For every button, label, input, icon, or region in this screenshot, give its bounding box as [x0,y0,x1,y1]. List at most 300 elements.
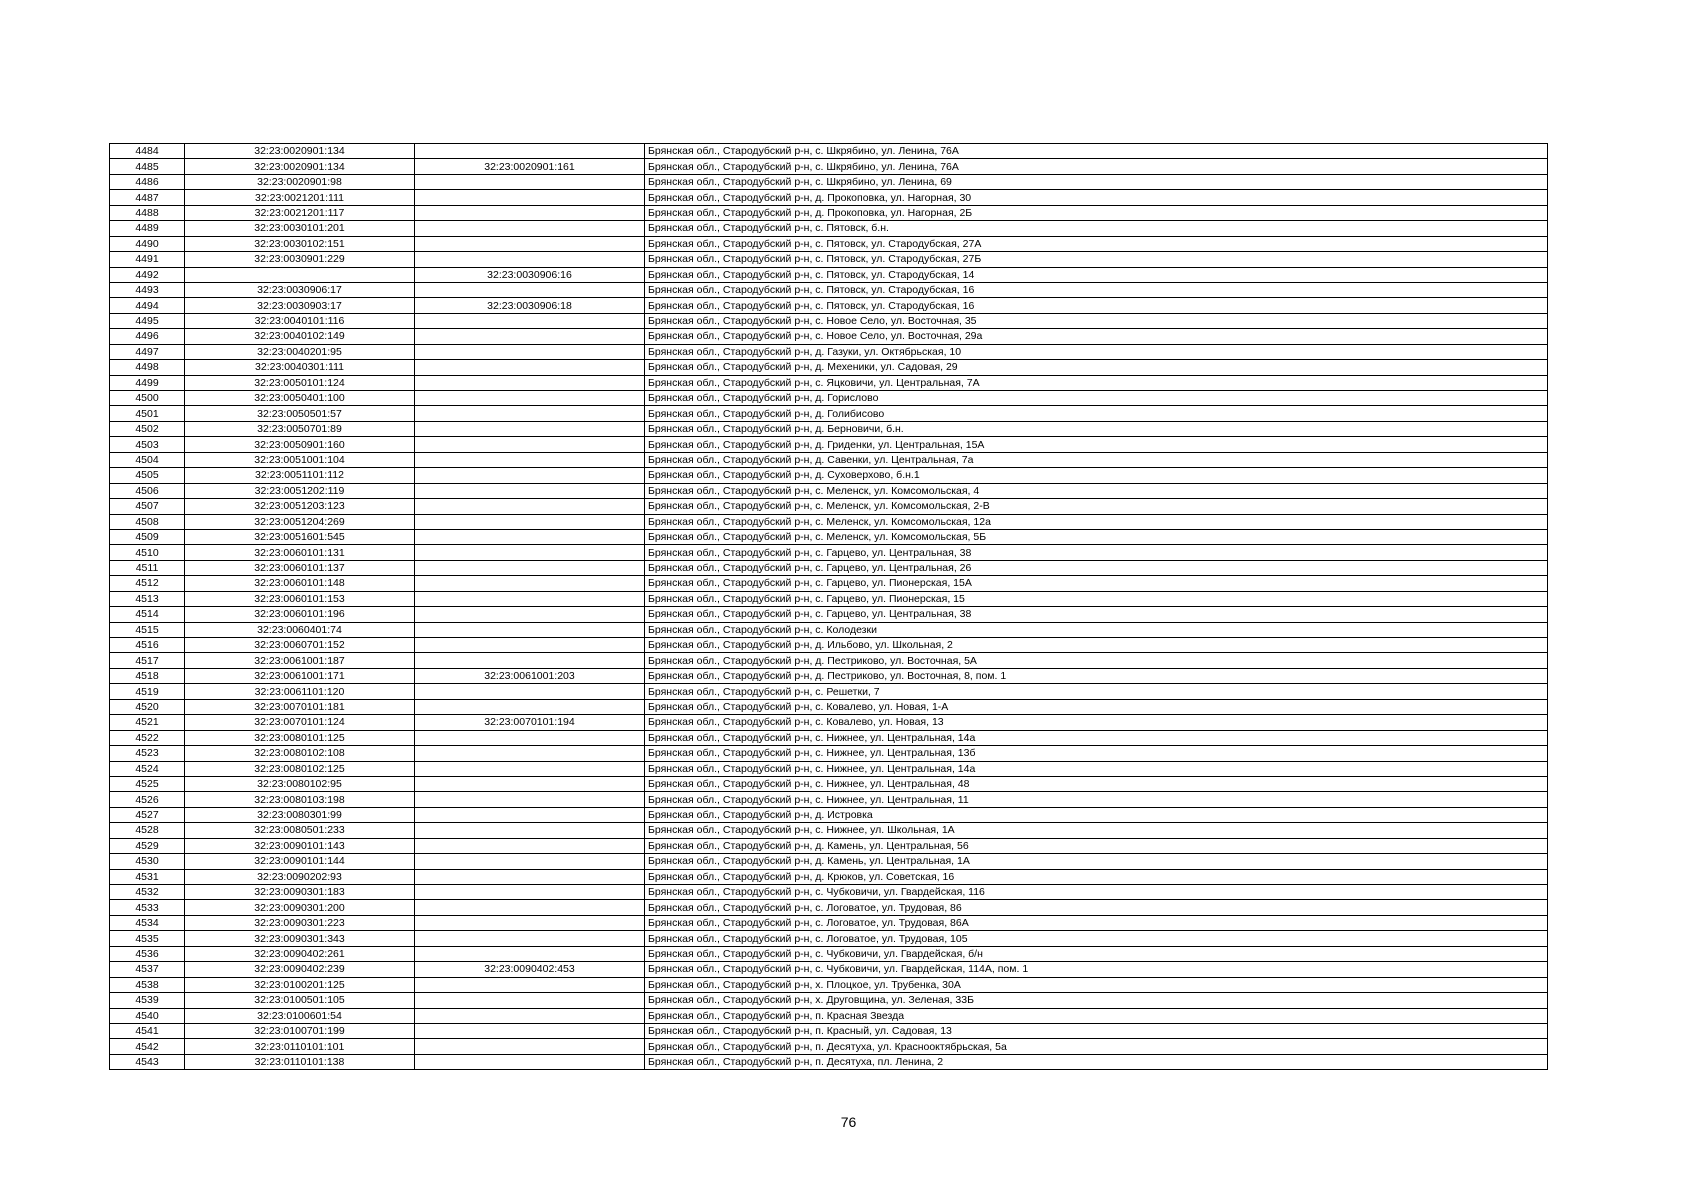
table-row [110,962,1548,977]
row-number-cell: 4508 [110,514,185,529]
cadastral-number-cell: 32:23:0090301:183 [185,885,415,900]
cadastral-number-cell: 32:23:0090202:93 [185,869,415,884]
related-cadastral-number-cell [415,205,645,220]
cadastral-number-cell: 32:23:0061001:171 [185,668,415,683]
table-row [110,931,1548,946]
related-cadastral-number-cell: 32:23:0020901:161 [415,159,645,174]
address-cell: Брянская обл., Стародубский р-н, с. Новое Село, ул. Восточная, 29а [645,329,1548,344]
address-cell: Брянская обл., Стародубский р-н, с. Нижнее, ул. Центральная, 14а [645,730,1548,745]
address-cell: Брянская обл., Стародубский р-н, х. Плоцкое, ул. Трубенка, 30А [645,977,1548,992]
table-row [110,560,1548,575]
cadastral-number-cell: 32:23:0051204:269 [185,514,415,529]
row-number-cell: 4496 [110,329,185,344]
row-number-cell: 4525 [110,776,185,791]
table-row [110,468,1548,483]
related-cadastral-number-cell [415,869,645,884]
row-number-cell: 4509 [110,529,185,544]
address-cell: Брянская обл., Стародубский р-н, с. Гарцево, ул. Центральная, 38 [645,607,1548,622]
address-cell: Брянская обл., Стародубский р-н, с. Гарцево, ул. Центральная, 38 [645,545,1548,560]
table-row [110,730,1548,745]
related-cadastral-number-cell [415,591,645,606]
table-row [110,298,1548,313]
table-row [110,545,1548,560]
cadastral-number-cell: 32:23:0060101:148 [185,576,415,591]
address-cell: Брянская обл., Стародубский р-н, с. Чубковичи, ул. Гвардейская, б/н [645,946,1548,961]
table-row [110,993,1548,1008]
row-number-cell: 4518 [110,668,185,683]
address-cell: Брянская обл., Стародубский р-н, с. Пятовск, ул. Стародубская, 27А [645,236,1548,251]
cadastral-number-cell: 32:23:0090402:261 [185,946,415,961]
cadastral-number-cell: 32:23:0080101:125 [185,730,415,745]
address-cell: Брянская обл., Стародубский р-н, с. Шкрябино, ул. Ленина, 76А [645,144,1548,159]
table-row [110,699,1548,714]
address-cell: Брянская обл., Стародубский р-н, с. Логоватое, ул. Трудовая, 105 [645,931,1548,946]
related-cadastral-number-cell [415,483,645,498]
related-cadastral-number-cell [415,406,645,421]
related-cadastral-number-cell [415,1023,645,1038]
cadastral-number-cell: 32:23:0020901:98 [185,174,415,189]
address-cell: Брянская обл., Стародубский р-н, д. Прокоповка, ул. Нагорная, 30 [645,190,1548,205]
cadastral-number-cell: 32:23:0080102:108 [185,746,415,761]
address-cell: Брянская обл., Стародубский р-н, с. Решетки, 7 [645,684,1548,699]
table-row [110,267,1548,282]
address-cell: Брянская обл., Стародубский р-н, с. Чубковичи, ул. Гвардейская, 114А, пом. 1 [645,962,1548,977]
table-row [110,252,1548,267]
cadastral-number-cell: 32:23:0090301:223 [185,915,415,930]
row-number-cell: 4513 [110,591,185,606]
cadastral-number-cell: 32:23:0030903:17 [185,298,415,313]
address-cell: Брянская обл., Стародубский р-н, с. Нижнее, ул. Центральная, 13б [645,746,1548,761]
table-row [110,1054,1548,1069]
related-cadastral-number-cell [415,776,645,791]
address-cell: Брянская обл., Стародубский р-н, д. Истровка [645,807,1548,822]
table-row [110,638,1548,653]
row-number-cell: 4524 [110,761,185,776]
address-cell: Брянская обл., Стародубский р-н, с. Логоватое, ул. Трудовая, 86 [645,900,1548,915]
row-number-cell: 4515 [110,622,185,637]
table-row [110,483,1548,498]
related-cadastral-number-cell [415,838,645,853]
row-number-cell: 4505 [110,468,185,483]
cadastral-number-cell: 32:23:0090301:343 [185,931,415,946]
address-cell: Брянская обл., Стародубский р-н, с. Нижнее, ул. Центральная, 11 [645,792,1548,807]
table-row [110,205,1548,220]
table-row [110,452,1548,467]
table-row [110,792,1548,807]
related-cadastral-number-cell [415,437,645,452]
cadastral-number-cell: 32:23:0090101:144 [185,854,415,869]
related-cadastral-number-cell [415,221,645,236]
address-cell: Брянская обл., Стародубский р-н, д. Савенки, ул. Центральная, 7а [645,452,1548,467]
related-cadastral-number-cell [415,653,645,668]
row-number-cell: 4517 [110,653,185,668]
related-cadastral-number-cell [415,1008,645,1023]
row-number-cell: 4493 [110,282,185,297]
table-row [110,807,1548,822]
row-number-cell: 4494 [110,298,185,313]
table-row [110,885,1548,900]
address-cell: Брянская обл., Стародубский р-н, д. Крюков, ул. Советская, 16 [645,869,1548,884]
row-number-cell: 4514 [110,607,185,622]
cadastral-number-cell: 32:23:0051203:123 [185,499,415,514]
row-number-cell: 4536 [110,946,185,961]
row-number-cell: 4486 [110,174,185,189]
table-row [110,499,1548,514]
row-number-cell: 4502 [110,421,185,436]
address-cell: Брянская обл., Стародубский р-н, с. Новое Село, ул. Восточная, 35 [645,313,1548,328]
row-number-cell: 4499 [110,375,185,390]
table-row [110,282,1548,297]
address-cell: Брянская обл., Стародубский р-н, с. Пятовск, б.н. [645,221,1548,236]
related-cadastral-number-cell [415,946,645,961]
related-cadastral-number-cell: 32:23:0061001:203 [415,668,645,683]
related-cadastral-number-cell: 32:23:0030906:18 [415,298,645,313]
related-cadastral-number-cell [415,638,645,653]
row-number-cell: 4510 [110,545,185,560]
related-cadastral-number-cell [415,452,645,467]
cadastral-number-cell: 32:23:0090402:239 [185,962,415,977]
address-cell: Брянская обл., Стародубский р-н, с. Нижнее, ул. Школьная, 1А [645,823,1548,838]
related-cadastral-number-cell [415,252,645,267]
row-number-cell: 4526 [110,792,185,807]
cadastral-number-cell: 32:23:0051001:104 [185,452,415,467]
cadastral-number-cell: 32:23:0090301:200 [185,900,415,915]
row-number-cell: 4541 [110,1023,185,1038]
cadastral-number-cell: 32:23:0030906:17 [185,282,415,297]
related-cadastral-number-cell [415,560,645,575]
cadastral-number-cell: 32:23:0050501:57 [185,406,415,421]
row-number-cell: 4516 [110,638,185,653]
related-cadastral-number-cell [415,854,645,869]
row-number-cell: 4535 [110,931,185,946]
table-row [110,329,1548,344]
cadastral-number-cell: 32:23:0050701:89 [185,421,415,436]
table-row [110,946,1548,961]
row-number-cell: 4537 [110,962,185,977]
table-row [110,159,1548,174]
address-cell: Брянская обл., Стародубский р-н, д. Гриденки, ул. Центральная, 15А [645,437,1548,452]
row-number-cell: 4538 [110,977,185,992]
address-cell: Брянская обл., Стародубский р-н, п. Красная Звезда [645,1008,1548,1023]
address-cell: Брянская обл., Стародубский р-н, с. Нижнее, ул. Центральная, 48 [645,776,1548,791]
cadastral-number-cell: 32:23:0100201:125 [185,977,415,992]
address-cell: Брянская обл., Стародубский р-н, д. Прокоповка, ул. Нагорная, 2Б [645,205,1548,220]
address-cell: Брянская обл., Стародубский р-н, д. Газуки, ул. Октябрьская, 10 [645,344,1548,359]
related-cadastral-number-cell [415,993,645,1008]
cadastral-number-cell: 32:23:0080102:125 [185,761,415,776]
cadastral-number-cell: 32:23:0060101:196 [185,607,415,622]
table-row [110,761,1548,776]
cadastral-number-cell: 32:23:0060701:152 [185,638,415,653]
cadastral-number-cell: 32:23:0070101:181 [185,699,415,714]
related-cadastral-number-cell [415,823,645,838]
related-cadastral-number-cell [415,746,645,761]
cadastral-number-cell: 32:23:0070101:124 [185,715,415,730]
table-row [110,915,1548,930]
cadastral-number-cell: 32:23:0090101:143 [185,838,415,853]
related-cadastral-number-cell [415,761,645,776]
address-cell: Брянская обл., Стародубский р-н, с. Шкрябино, ул. Ленина, 69 [645,174,1548,189]
table-row [110,375,1548,390]
row-number-cell: 4522 [110,730,185,745]
row-number-cell: 4504 [110,452,185,467]
related-cadastral-number-cell [415,977,645,992]
table-row [110,776,1548,791]
row-number-cell: 4534 [110,915,185,930]
address-cell: Брянская обл., Стародубский р-н, д. Мехеники, ул. Садовая, 29 [645,360,1548,375]
row-number-cell: 4512 [110,576,185,591]
cadastral-number-cell [185,267,415,282]
row-number-cell: 4527 [110,807,185,822]
address-cell: Брянская обл., Стародубский р-н, с. Гарцево, ул. Пионерская, 15 [645,591,1548,606]
address-cell: Брянская обл., Стародубский р-н, с. Ковалево, ул. Новая, 1-А [645,699,1548,714]
table-row [110,869,1548,884]
row-number-cell: 4497 [110,344,185,359]
address-cell: Брянская обл., Стародубский р-н, с. Пятовск, ул. Стародубская, 14 [645,267,1548,282]
address-cell: Брянская обл., Стародубский р-н, с. Меленск, ул. Комсомольская, 12а [645,514,1548,529]
related-cadastral-number-cell: 32:23:0030906:16 [415,267,645,282]
cadastral-number-cell: 32:23:0060101:153 [185,591,415,606]
cadastral-number-cell: 32:23:0040101:116 [185,313,415,328]
cadastral-number-cell: 32:23:0080102:95 [185,776,415,791]
table-row [110,514,1548,529]
cadastral-number-cell: 32:23:0040201:95 [185,344,415,359]
related-cadastral-number-cell [415,174,645,189]
row-number-cell: 4543 [110,1054,185,1069]
row-number-cell: 4531 [110,869,185,884]
table-row [110,684,1548,699]
table-row [110,144,1548,159]
row-number-cell: 4485 [110,159,185,174]
cadastral-number-cell: 32:23:0060101:131 [185,545,415,560]
related-cadastral-number-cell [415,1054,645,1069]
table-row [110,391,1548,406]
row-number-cell: 4530 [110,854,185,869]
cadastral-number-cell: 32:23:0110101:138 [185,1054,415,1069]
related-cadastral-number-cell [415,807,645,822]
cadastral-number-cell: 32:23:0051601:545 [185,529,415,544]
table-row [110,313,1548,328]
address-cell: Брянская обл., Стародубский р-н, с. Гарцево, ул. Центральная, 26 [645,560,1548,575]
table-row [110,607,1548,622]
address-cell: Брянская обл., Стародубский р-н, д. Камень, ул. Центральная, 1А [645,854,1548,869]
row-number-cell: 4507 [110,499,185,514]
table-row [110,591,1548,606]
address-cell: Брянская обл., Стародубский р-н, с. Пятовск, ул. Стародубская, 16 [645,282,1548,297]
address-cell: Брянская обл., Стародубский р-н, п. Десятуха, пл. Ленина, 2 [645,1054,1548,1069]
address-cell: Брянская обл., Стародубский р-н, с. Яцковичи, ул. Центральная, 7А [645,375,1548,390]
related-cadastral-number-cell [415,144,645,159]
related-cadastral-number-cell [415,514,645,529]
related-cadastral-number-cell [415,375,645,390]
address-cell: Брянская обл., Стародубский р-н, д. Берновичи, б.н. [645,421,1548,436]
table-row [110,746,1548,761]
cadastral-number-cell: 32:23:0050401:100 [185,391,415,406]
related-cadastral-number-cell [415,545,645,560]
row-number-cell: 4529 [110,838,185,853]
cadastral-number-cell: 32:23:0021201:117 [185,205,415,220]
address-cell: Брянская обл., Стародубский р-н, д. Камень, ул. Центральная, 56 [645,838,1548,853]
cadastral-number-cell: 32:23:0061101:120 [185,684,415,699]
registry-table-body [110,144,1548,1070]
address-cell: Брянская обл., Стародубский р-н, с. Гарцево, ул. Пионерская, 15А [645,576,1548,591]
cadastral-number-cell: 32:23:0050101:124 [185,375,415,390]
row-number-cell: 4488 [110,205,185,220]
cadastral-number-cell: 32:23:0020901:134 [185,144,415,159]
registry-table [109,143,1548,1070]
address-cell: Брянская обл., Стародубский р-н, с. Чубковичи, ул. Гвардейская, 116 [645,885,1548,900]
cadastral-number-cell: 32:23:0021201:111 [185,190,415,205]
address-cell: Брянская обл., Стародубский р-н, д. Горислово [645,391,1548,406]
related-cadastral-number-cell [415,391,645,406]
address-cell: Брянская обл., Стародубский р-н, с. Меленск, ул. Комсомольская, 2-В [645,499,1548,514]
cadastral-number-cell: 32:23:0060401:74 [185,622,415,637]
cadastral-number-cell: 32:23:0100701:199 [185,1023,415,1038]
related-cadastral-number-cell [415,622,645,637]
table-row [110,715,1548,730]
table-row [110,1023,1548,1038]
address-cell: Брянская обл., Стародубский р-н, д. Суховерхово, б.н.1 [645,468,1548,483]
address-cell: Брянская обл., Стародубский р-н, с. Шкрябино, ул. Ленина, 76А [645,159,1548,174]
table-row [110,221,1548,236]
related-cadastral-number-cell [415,730,645,745]
address-cell: Брянская обл., Стародубский р-н, д. Пестриково, ул. Восточная, 8, пом. 1 [645,668,1548,683]
cadastral-number-cell: 32:23:0061001:187 [185,653,415,668]
related-cadastral-number-cell [415,499,645,514]
table-row [110,823,1548,838]
row-number-cell: 4489 [110,221,185,236]
page-number: 76 [840,1114,857,1130]
row-number-cell: 4523 [110,746,185,761]
row-number-cell: 4495 [110,313,185,328]
cadastral-number-cell: 32:23:0080301:99 [185,807,415,822]
related-cadastral-number-cell [415,900,645,915]
table-row [110,406,1548,421]
related-cadastral-number-cell [415,885,645,900]
row-number-cell: 4511 [110,560,185,575]
related-cadastral-number-cell [415,792,645,807]
related-cadastral-number-cell [415,190,645,205]
related-cadastral-number-cell [415,421,645,436]
cadastral-number-cell: 32:23:0030102:151 [185,236,415,251]
address-cell: Брянская обл., Стародубский р-н, д. Пестриково, ул. Восточная, 5А [645,653,1548,668]
address-cell: Брянская обл., Стародубский р-н, с. Меленск, ул. Комсомольская, 5Б [645,529,1548,544]
table-row [110,344,1548,359]
address-cell: Брянская обл., Стародубский р-н, с. Меленск, ул. Комсомольская, 4 [645,483,1548,498]
related-cadastral-number-cell [415,236,645,251]
row-number-cell: 4520 [110,699,185,714]
related-cadastral-number-cell [415,699,645,714]
cadastral-number-cell: 32:23:0030901:229 [185,252,415,267]
related-cadastral-number-cell [415,684,645,699]
table-row [110,900,1548,915]
cadastral-number-cell: 32:23:0110101:101 [185,1039,415,1054]
cadastral-number-cell: 32:23:0050901:160 [185,437,415,452]
cadastral-number-cell: 32:23:0030101:201 [185,221,415,236]
row-number-cell: 4506 [110,483,185,498]
cadastral-number-cell: 32:23:0100501:105 [185,993,415,1008]
row-number-cell: 4532 [110,885,185,900]
table-row [110,977,1548,992]
table-row [110,668,1548,683]
row-number-cell: 4498 [110,360,185,375]
table-row [110,360,1548,375]
address-cell: Брянская обл., Стародубский р-н, с. Нижнее, ул. Центральная, 14а [645,761,1548,776]
table-row [110,854,1548,869]
cadastral-number-cell: 32:23:0040102:149 [185,329,415,344]
related-cadastral-number-cell [415,468,645,483]
address-cell: Брянская обл., Стародубский р-н, с. Колодезки [645,622,1548,637]
row-number-cell: 4519 [110,684,185,699]
cadastral-number-cell: 32:23:0080103:198 [185,792,415,807]
row-number-cell: 4533 [110,900,185,915]
cadastral-number-cell: 32:23:0051101:112 [185,468,415,483]
table-row [110,1039,1548,1054]
address-cell: Брянская обл., Стародубский р-н, д. Голибисово [645,406,1548,421]
row-number-cell: 4487 [110,190,185,205]
row-number-cell: 4501 [110,406,185,421]
address-cell: Брянская обл., Стародубский р-н, п. Десятуха, ул. Краснооктябрьская, 5а [645,1039,1548,1054]
related-cadastral-number-cell [415,344,645,359]
related-cadastral-number-cell [415,360,645,375]
address-cell: Брянская обл., Стародубский р-н, д. Ильбово, ул. Школьная, 2 [645,638,1548,653]
table-row [110,622,1548,637]
cadastral-number-cell: 32:23:0060101:137 [185,560,415,575]
cadastral-number-cell: 32:23:0100601:54 [185,1008,415,1023]
table-row [110,174,1548,189]
related-cadastral-number-cell: 32:23:0090402:453 [415,962,645,977]
table-row [110,437,1548,452]
cadastral-number-cell: 32:23:0020901:134 [185,159,415,174]
row-number-cell: 4521 [110,715,185,730]
related-cadastral-number-cell [415,915,645,930]
address-cell: Брянская обл., Стародубский р-н, с. Пятовск, ул. Стародубская, 27Б [645,252,1548,267]
table-row [110,421,1548,436]
related-cadastral-number-cell [415,529,645,544]
related-cadastral-number-cell [415,576,645,591]
related-cadastral-number-cell [415,313,645,328]
row-number-cell: 4500 [110,391,185,406]
related-cadastral-number-cell: 32:23:0070101:194 [415,715,645,730]
row-number-cell: 4542 [110,1039,185,1054]
address-cell: Брянская обл., Стародубский р-н, х. Друговщина, ул. Зеленая, 33Б [645,993,1548,1008]
row-number-cell: 4503 [110,437,185,452]
cadastral-number-cell: 32:23:0080501:233 [185,823,415,838]
row-number-cell: 4484 [110,144,185,159]
cadastral-number-cell: 32:23:0051202:119 [185,483,415,498]
cadastral-number-cell: 32:23:0040301:111 [185,360,415,375]
related-cadastral-number-cell [415,931,645,946]
related-cadastral-number-cell [415,329,645,344]
row-number-cell: 4490 [110,236,185,251]
address-cell: Брянская обл., Стародубский р-н, с. Ковалево, ул. Новая, 13 [645,715,1548,730]
address-cell: Брянская обл., Стародубский р-н, п. Красный, ул. Садовая, 13 [645,1023,1548,1038]
table-row [110,576,1548,591]
row-number-cell: 4491 [110,252,185,267]
table-row [110,190,1548,205]
related-cadastral-number-cell [415,607,645,622]
table-row [110,236,1548,251]
row-number-cell: 4528 [110,823,185,838]
row-number-cell: 4540 [110,1008,185,1023]
table-row [110,653,1548,668]
table-row [110,838,1548,853]
related-cadastral-number-cell [415,282,645,297]
address-cell: Брянская обл., Стародубский р-н, с. Пятовск, ул. Стародубская, 16 [645,298,1548,313]
table-row [110,529,1548,544]
address-cell: Брянская обл., Стародубский р-н, с. Логоватое, ул. Трудовая, 86А [645,915,1548,930]
related-cadastral-number-cell [415,1039,645,1054]
